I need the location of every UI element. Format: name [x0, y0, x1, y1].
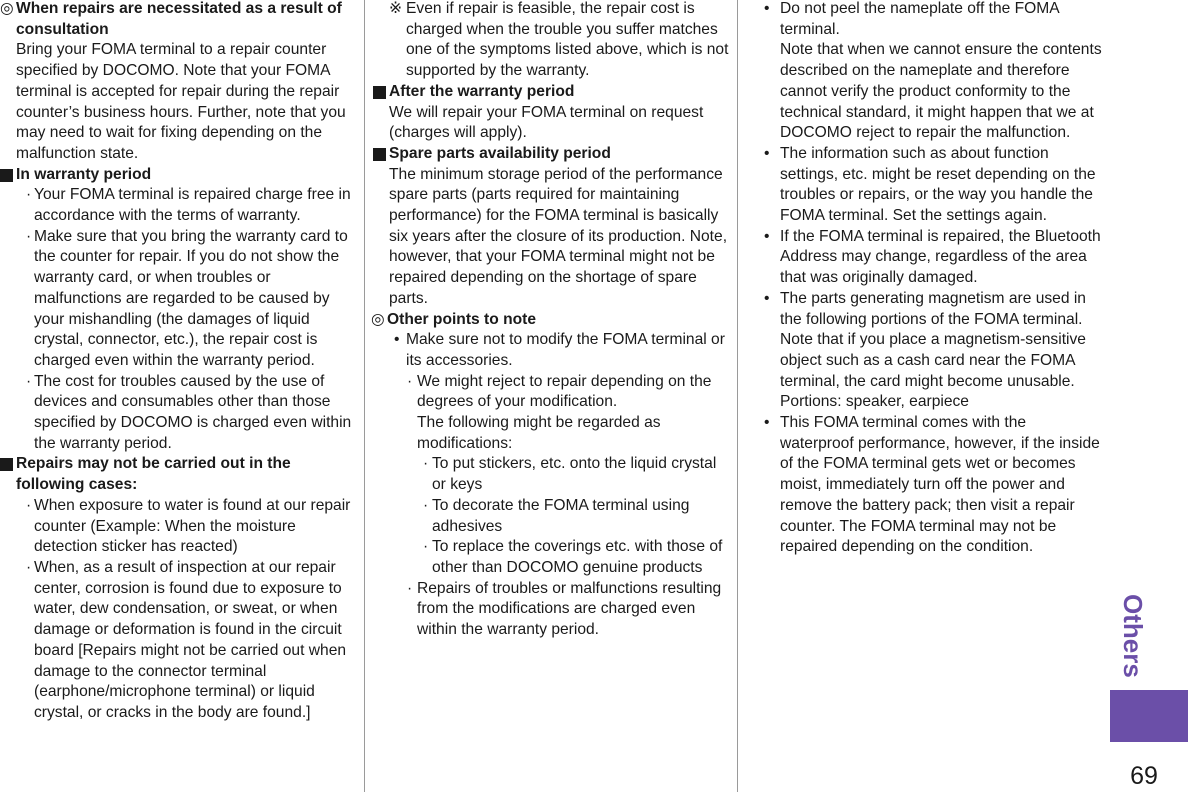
bullet-item: • Do not peel the nameplate off the FOMA terminal.: [764, 0, 1059, 38]
intro-paragraph: Bring your FOMA terminal to a repair counter specified by DOCOMO. Note that your FOMA terminal is accepted for repair during the repair counter’s business hours. Further, note that you may need to wait for fixing depending on the malfunction state.: [16, 41, 346, 162]
dot-marker-icon: ·: [26, 496, 32, 514]
modifications-intro: The following might be regarded as modifications:: [417, 414, 661, 452]
dot-marker-icon: ·: [407, 372, 413, 390]
list-item: · To replace the coverings etc. with those of other than DOCOMO genuine products: [423, 538, 723, 576]
square-marker-icon: [0, 458, 13, 471]
dot-marker-icon: ·: [423, 455, 429, 473]
bullet-marker-icon: •: [394, 331, 400, 349]
subheading-spare-parts: Spare parts availability period: [371, 144, 731, 165]
bullet-marker-icon: •: [764, 414, 770, 432]
list-item: · When, as a result of inspection at our repair center, corrosion is found due to exposure to water, dew condensation, or sweat, or when damage or deformation is found in the circuit board [Repairs might not be carried out when damage to the connector terminal (earphone/microphone terminal) or liquid crystal, or cracks in the body are found.]: [26, 558, 347, 721]
circle-marker-icon: ◎: [0, 0, 14, 17]
bullet-marker-icon: •: [764, 289, 770, 307]
section-heading-other-points: ◎ Other points to note: [371, 310, 731, 331]
list-item: · To decorate the FOMA terminal using adhesives: [423, 496, 690, 535]
after-warranty-text: We will repair your FOMA terminal on request (charges will apply).: [389, 103, 704, 142]
bullet-item: • If the FOMA terminal is repaired, the Bluetooth Address may change, regardless of the area that was originally damaged.: [764, 227, 1101, 287]
dot-marker-icon: ·: [26, 372, 32, 390]
spare-parts-text: The minimum storage period of the performance spare parts (parts required for maintaining performance) for the FOMA terminal is basically six years after the closure of its production. Note, however, that your FOMA terminal might not be repaired depending on the shortage of spare parts.: [389, 165, 728, 307]
section-tab-label: Others: [1118, 593, 1148, 678]
nameplate-note: Note that when we cannot ensure the contents described on the nameplate and therefore cannot verify the product conformity to the technical standard, it might happen that we at DOCOMO reject to repair the malfunction.: [780, 41, 1102, 142]
bullet-item: • Make sure not to modify the FOMA terminal or its accessories.: [394, 331, 725, 369]
dot-marker-icon: ·: [26, 227, 32, 245]
reference-mark-icon: ※: [389, 0, 403, 17]
bullet-marker-icon: •: [764, 227, 770, 245]
portions-text: Portions: speaker, earpiece: [780, 393, 969, 411]
list-item: · To put stickers, etc. onto the liquid crystal or keys: [423, 455, 717, 494]
list-item: · We might reject to repair depending on the degrees of your modification.: [407, 372, 712, 411]
list-item: · The cost for troubles caused by the use of devices and consumables other than those specified by DOCOMO is charged even within the warranty period.: [26, 372, 352, 452]
subheading-in-warranty: In warranty period: [0, 165, 358, 186]
column-left: [0, 0, 358, 724]
column-divider: [364, 0, 365, 792]
dot-marker-icon: ·: [26, 558, 32, 576]
column-divider: [737, 0, 738, 792]
dot-marker-icon: ·: [423, 496, 429, 514]
section-tab-marker: [1110, 690, 1188, 742]
warranty-note: ※ Even if repair is feasible, the repair cost is charged when the trouble you suffer matches one of the symptoms listed above, which is not supported by the warranty.: [389, 0, 729, 80]
dot-marker-icon: ·: [26, 186, 32, 204]
list-item: · When exposure to water is found at our repair counter (Example: When the moisture detection sticker has reacted): [26, 496, 351, 556]
section-heading-consultation: ◎ When repairs are necessitated as a result of consultation: [0, 0, 342, 38]
column-right: [746, 0, 1102, 558]
square-marker-icon: [373, 148, 386, 161]
list-item: · Your FOMA terminal is repaired charge free in accordance with the terms of warranty.: [26, 186, 351, 225]
column-middle: [371, 0, 731, 641]
subheading-after-warranty: After the warranty period: [371, 82, 731, 103]
bullet-marker-icon: •: [764, 144, 770, 162]
list-item: · Make sure that you bring the warranty card to the counter for repair. If you do not show the warranty card, or when troubles or malfunctions are regarded to be caused by your mishandling (the damages of liquid crystal, connector, etc.), the repair cost is charged even within the warranty period.: [26, 227, 348, 369]
dot-marker-icon: ·: [407, 579, 413, 597]
square-marker-icon: [0, 169, 13, 182]
square-marker-icon: [373, 86, 386, 99]
subheading-not-carried-out: Repairs may not be carried out in the following cases:: [0, 454, 358, 495]
circle-marker-icon: ◎: [371, 310, 385, 328]
bullet-item: • The information such as about function settings, etc. might be reset depending on the troubles or repairs, or the way you handle the FOMA terminal. Set the settings again.: [764, 144, 1096, 225]
bullet-item: • This FOMA terminal comes with the waterproof performance, however, if the inside of the FOMA terminal gets wet or becomes moist, immediately turn off the power and remove the battery pack; then visit a repair counter. The FOMA terminal may not be repaired depending on the condition.: [764, 414, 1100, 556]
list-item: · Repairs of troubles or malfunctions resulting from the modifications are charged even within the warranty period.: [407, 579, 722, 639]
page-number: 69: [1130, 762, 1158, 790]
bullet-marker-icon: •: [764, 0, 770, 17]
bullet-item: • The parts generating magnetism are used in the following portions of the FOMA terminal. Note that if you place a magnetism-sensitive object such as a cash card near the FOMA terminal, the card might become unusable.: [764, 289, 1086, 390]
dot-marker-icon: ·: [423, 538, 429, 556]
